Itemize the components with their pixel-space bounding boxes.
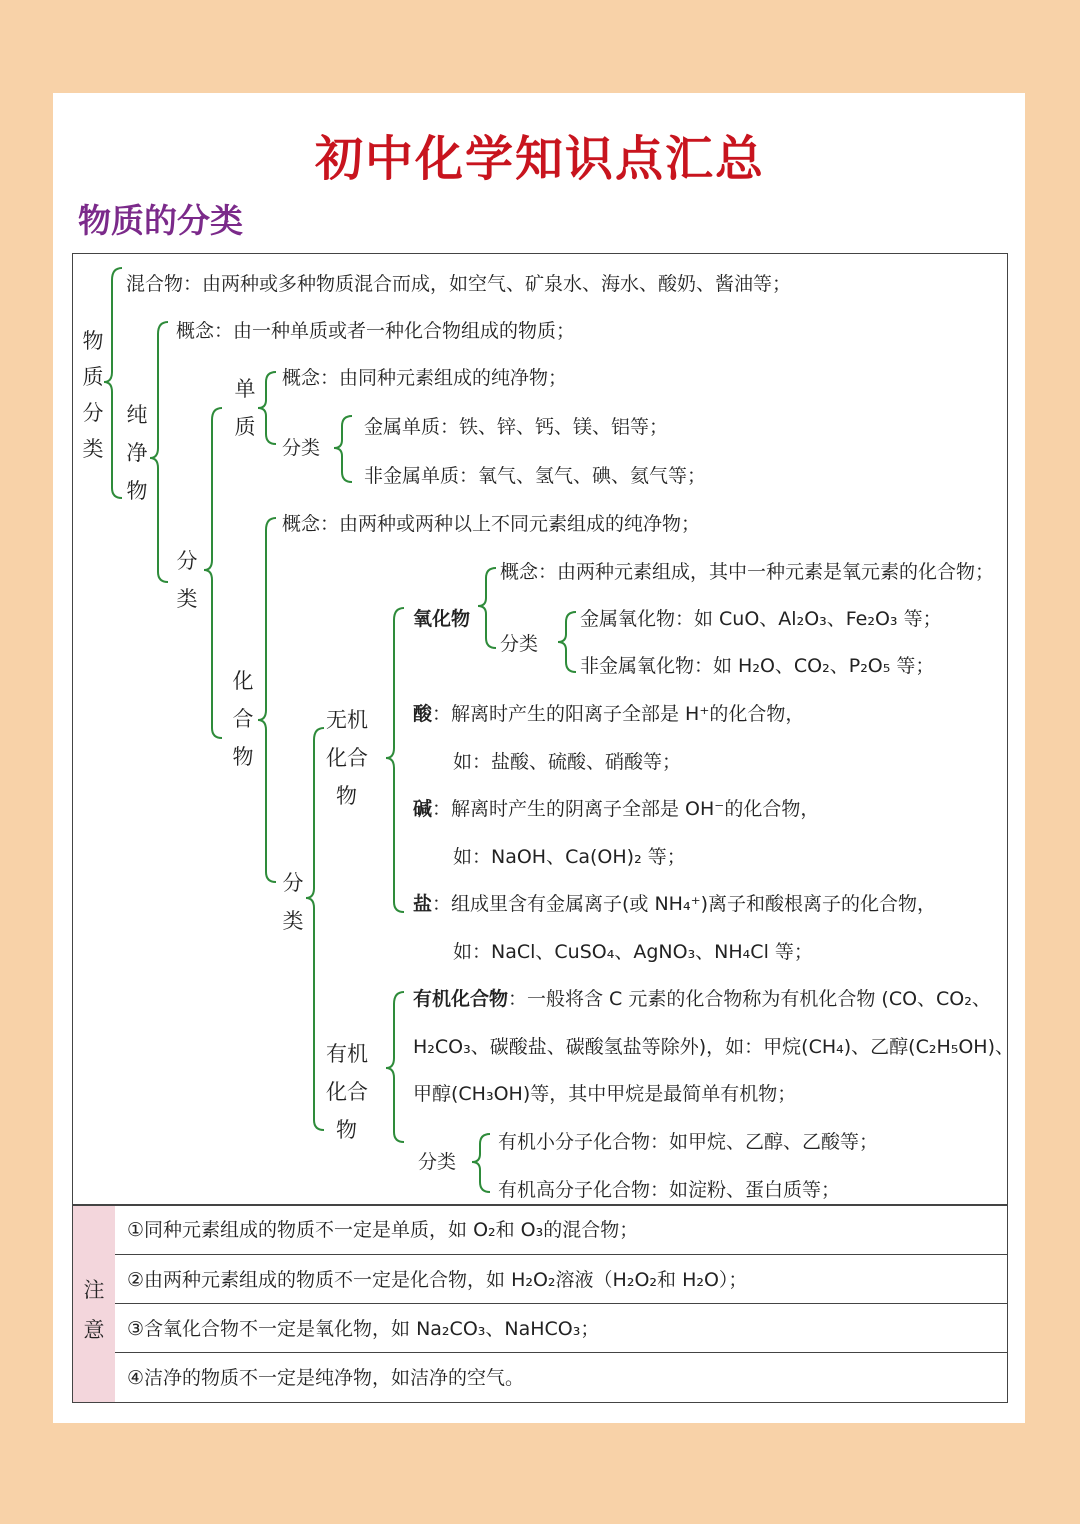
- elem-concept: 概念：由同种元素组成的纯净物；: [282, 367, 568, 389]
- notes-side: [73, 1206, 115, 1402]
- inorganic-l2: 化合: [326, 746, 368, 770]
- pure-char-3: 物: [126, 479, 148, 503]
- elem-char-2: 质: [234, 415, 256, 439]
- mixture-line: 混合物：由两种或多种物质混合而成，如空气、矿泉水、海水、酸奶、酱油等；: [126, 273, 792, 295]
- oxide-label: 氧化物: [413, 608, 471, 630]
- brace-oxide-class: [558, 612, 576, 672]
- base-def: ：解离时产生的阴离子全部是 OH⁻的化合物，: [432, 798, 820, 820]
- organic-def-line-2: H₂CO₃、碳酸盐、碳酸氢盐等除外)，如：甲烷(CH₄)、乙醇(C₂H₅OH)、: [413, 1036, 1015, 1058]
- brace-root: [104, 268, 122, 498]
- organic-l2: 化合: [326, 1080, 368, 1104]
- base-line: [413, 795, 819, 823]
- pure-class-char-1: 分: [176, 549, 198, 573]
- brace-inorganic: [386, 608, 404, 912]
- salt-def: ：组成里含有金属离子(或 NH₄⁺)离子和酸根离子的化合物，: [432, 893, 937, 915]
- notes-box: [72, 1205, 1008, 1403]
- oxide-concept: 概念：由两种元素组成，其中一种元素是氧元素的化合物；: [500, 561, 995, 583]
- brace-organic: [386, 992, 404, 1142]
- compound-char-3: 物: [232, 745, 254, 769]
- salt-label: 盐: [413, 893, 433, 915]
- notes-side-char-2: 意: [83, 1318, 105, 1342]
- note-row-3: [115, 1303, 1007, 1352]
- brace-elem-class: [334, 416, 352, 482]
- pure-class-char-2: 类: [176, 587, 198, 611]
- brace-organic-class: [472, 1134, 490, 1192]
- note-text-4: ④洁净的物质不一定是纯净物，如洁净的空气。: [127, 1367, 525, 1389]
- organic-large-line: 有机高分子化合物：如淀粉、蛋白质等；: [498, 1179, 841, 1201]
- nonmetal-elem-line: 非金属单质：氧气、氢气、碘、氦气等；: [364, 465, 707, 487]
- base-example: 如：NaOH、Ca(OH)₂ 等；: [453, 846, 686, 868]
- pure-char-2: 净: [126, 441, 148, 465]
- organic-def-1: ：一般将含 C 元素的化合物称为有机化合物 (CO、CO₂、: [508, 988, 991, 1010]
- page-title: 初中化学知识点汇总: [314, 131, 765, 187]
- acid-line: [413, 700, 804, 728]
- pure-char-1: 纯: [126, 403, 148, 427]
- note-text-2: ②由两种元素组成的物质不一定是化合物，如 H₂O₂溶液（H₂O₂和 H₂O）；: [127, 1269, 748, 1291]
- root-char-3: 分: [82, 401, 104, 425]
- organic-small-line: 有机小分子化合物：如甲烷、乙醇、乙酸等；: [498, 1131, 879, 1153]
- brace-compound: [258, 518, 276, 882]
- elem-char-1: 单: [234, 377, 256, 401]
- compound-concept: 概念：由两种或两种以上不同元素组成的纯净物；: [282, 513, 701, 535]
- compound-char-2: 合: [232, 707, 254, 731]
- salt-line: [413, 890, 936, 918]
- base-label: 碱: [413, 798, 433, 820]
- pure-concept: 概念：由一种单质或者一种化合物组成的物质；: [176, 320, 576, 342]
- note-row-2: [115, 1254, 1007, 1303]
- root-char-2: 质: [82, 365, 104, 389]
- brace-pure: [150, 322, 168, 582]
- organic-title: 有机化合物: [413, 988, 509, 1010]
- nonmetal-oxide-line: 非金属氧化物：如 H₂O、CO₂、P₂O₅ 等；: [580, 655, 935, 677]
- note-text-1: ①同种元素组成的物质不一定是单质，如 O₂和 O₃的混合物；: [127, 1219, 639, 1241]
- brace-elem: [258, 372, 276, 444]
- brace-oxide: [478, 568, 496, 648]
- elem-class-label: 分类: [282, 437, 321, 459]
- section-heading: 物质的分类: [78, 201, 243, 240]
- compound-char-1: 化: [232, 669, 254, 693]
- inorganic-l3: 物: [336, 784, 357, 808]
- acid-example: 如：盐酸、硫酸、硝酸等；: [453, 751, 682, 773]
- organic-def-line-1: [413, 985, 991, 1013]
- salt-example: 如：NaCl、CuSO₄、AgNO₃、NH₄Cl 等；: [453, 941, 813, 963]
- note-row-1: [115, 1205, 1007, 1253]
- inorganic-l1: 无机: [326, 708, 368, 732]
- acid-label: 酸: [413, 703, 433, 725]
- brace-compound-class: [306, 728, 324, 1130]
- brace-pure-class: [204, 408, 222, 738]
- note-row-4: [115, 1352, 1007, 1401]
- notes-side-char-1: 注: [83, 1278, 105, 1302]
- organic-class-label: 分类: [418, 1151, 457, 1173]
- root-char-4: 类: [82, 437, 104, 461]
- root-char-1: 物: [82, 329, 104, 353]
- note-text-3: ③含氧化合物不一定是氧化物，如 Na₂CO₃、NaHCO₃；: [127, 1318, 600, 1340]
- organic-def-line-3: 甲醇(CH₃OH)等，其中甲烷是最简单有机物；: [413, 1083, 797, 1105]
- acid-def: ：解离时产生的阳离子全部是 H⁺的化合物，: [432, 703, 805, 725]
- metal-oxide-line: 金属氧化物：如 CuO、Al₂O₃、Fe₂O₃ 等；: [580, 608, 942, 630]
- oxide-class-label: 分类: [500, 633, 539, 655]
- compound-class-char-2: 类: [282, 909, 304, 933]
- organic-l3: 物: [336, 1118, 357, 1142]
- compound-class-char-1: 分: [282, 871, 304, 895]
- organic-l1: 有机: [326, 1042, 368, 1066]
- metal-elem-line: 金属单质：铁、锌、钙、镁、铝等；: [364, 416, 669, 438]
